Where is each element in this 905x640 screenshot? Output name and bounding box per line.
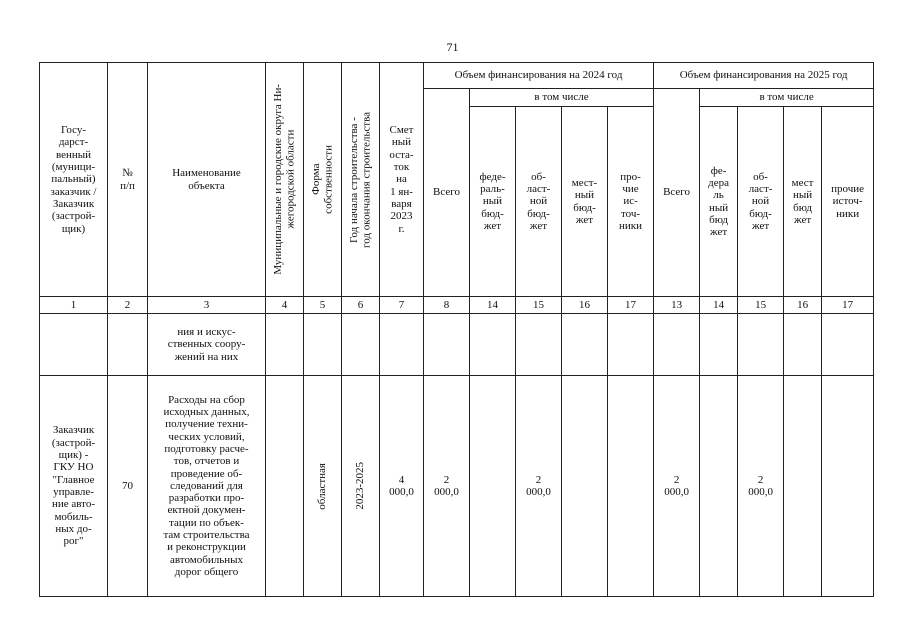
empty-cell (516, 314, 562, 376)
header-including-2025: в том числе (700, 89, 874, 107)
column-number: 7 (380, 297, 424, 314)
continuation-row (40, 314, 874, 376)
header-federal-2024: феде- раль- ный бюд- жет (470, 107, 516, 297)
continuation-object-name: ния и искус- ственных соору- жений на них (148, 314, 266, 376)
empty-cell (108, 314, 148, 376)
empty-cell (380, 314, 424, 376)
header-estimate: Смет ный оста- ток на 1 ян- варя 2023 г. (380, 63, 424, 297)
column-number: 16 (562, 297, 608, 314)
header-years: Год начала строительства - год окончания строительства (347, 111, 373, 248)
header-municipal-cell (266, 63, 304, 297)
column-number: 15 (738, 297, 784, 314)
row-regional-2025: 2 000,0 (738, 376, 784, 597)
financing-table (39, 62, 874, 597)
header-fin-2024: Объем финансирования на 2024 год (424, 63, 654, 89)
empty-cell (304, 314, 342, 376)
header-local-2024: мест- ный бюд- жет (562, 107, 608, 297)
row-object-name: Расходы на сбор исходных данных, получение техни- ческих условий, подготовку расче- тов, отчетов и проведение об- следований для разработки про- ектной докумен- тации по объек- там строительства и реконструкции автомобильных дорог общего (148, 376, 266, 597)
row-federal-2025 (700, 376, 738, 597)
empty-cell (342, 314, 380, 376)
column-number: 1 (40, 297, 108, 314)
page-number: 71 (446, 40, 459, 54)
column-number: 14 (700, 297, 738, 314)
row-local-2025 (784, 376, 822, 597)
header-other-2025: прочие источ- ники (822, 107, 874, 297)
column-number: 4 (266, 297, 304, 314)
empty-cell (654, 314, 700, 376)
row-ownership: областная (316, 462, 329, 510)
header-total-2024: Всего (424, 89, 470, 297)
header-fin-2025: Объем финансирования на 2025 год (654, 63, 874, 89)
empty-cell (266, 314, 304, 376)
row-total-2024: 2 000,0 (424, 376, 470, 597)
row-number: 70 (108, 376, 148, 597)
column-numbers-row (40, 297, 874, 314)
row-local-2024 (562, 376, 608, 597)
row-other-2024 (608, 376, 654, 597)
empty-cell (784, 314, 822, 376)
column-number: 2 (108, 297, 148, 314)
header-regional-2025: об- ласт- ной бюд- жет (738, 107, 784, 297)
row-customer: Заказчик (застрой- щик) - ГКУ НО "Главное управле- ние авто- мобиль- ных до- рог" (40, 376, 108, 597)
header-other-2024: про- чие ис- точ- ники (608, 107, 654, 297)
column-number: 16 (784, 297, 822, 314)
empty-cell (562, 314, 608, 376)
header-ownership-cell (304, 63, 342, 297)
empty-cell (822, 314, 874, 376)
header-regional-2024: об- ласт- ной бюд- жет (516, 107, 562, 297)
header-customer: Госу- дарст- венный (муници- пальный) заказчик / Заказчик (застрой- щик) (40, 63, 108, 297)
empty-cell (738, 314, 784, 376)
row-total-2025: 2 000,0 (654, 376, 700, 597)
row-estimate: 4 000,0 (380, 376, 424, 597)
row-other-2025 (822, 376, 874, 597)
column-number: 17 (822, 297, 874, 314)
header-local-2025: мест ный бюд жет (784, 107, 822, 297)
column-number: 15 (516, 297, 562, 314)
header-years-cell (342, 63, 380, 297)
header-municipal: Муниципальные и городские округа Ни- жегородской области (271, 84, 297, 275)
column-number: 13 (654, 297, 700, 314)
empty-cell (470, 314, 516, 376)
row-regional-2024: 2 000,0 (516, 376, 562, 597)
column-number: 17 (608, 297, 654, 314)
table-row (40, 376, 874, 597)
header-object-name: Наименование объекта (148, 63, 266, 297)
row-years: 2023-2025 (354, 462, 367, 510)
column-number: 5 (304, 297, 342, 314)
header-including-2024: в том числе (470, 89, 654, 107)
row-federal-2024 (470, 376, 516, 597)
empty-cell (40, 314, 108, 376)
column-number: 6 (342, 297, 380, 314)
header-total-2025: Всего (654, 89, 700, 297)
row-ownership-cell (304, 376, 342, 597)
empty-cell (424, 314, 470, 376)
header-number: № п/п (108, 63, 148, 297)
column-number: 14 (470, 297, 516, 314)
header-ownership: Форма собственности (309, 145, 335, 214)
column-number: 3 (148, 297, 266, 314)
empty-cell (608, 314, 654, 376)
row-municipal (266, 376, 304, 597)
empty-cell (700, 314, 738, 376)
column-number: 8 (424, 297, 470, 314)
row-years-cell (342, 376, 380, 597)
header-federal-2025: фе- дера ль ный бюд жет (700, 107, 738, 297)
